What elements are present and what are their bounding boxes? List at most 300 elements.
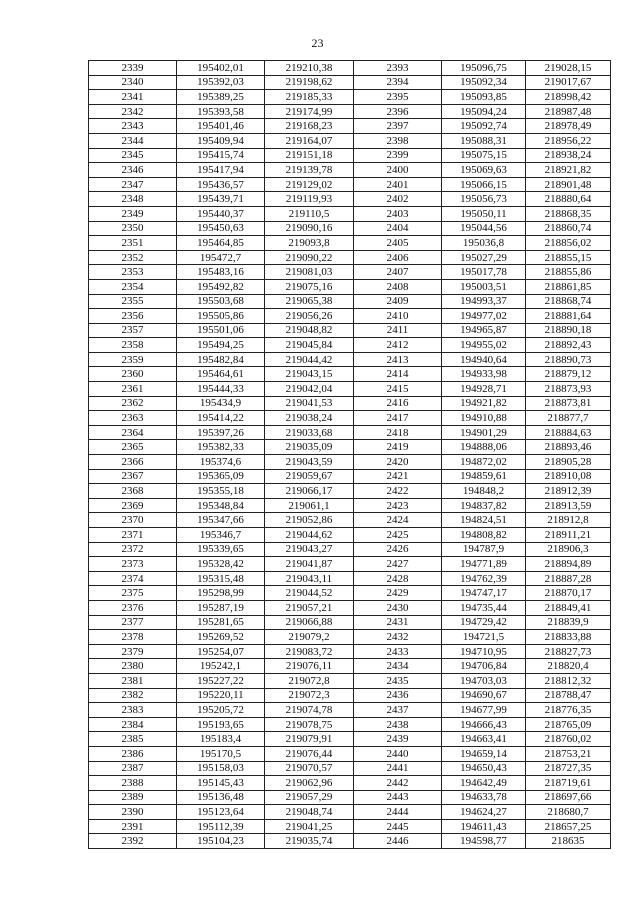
x-coordinate-cell: 194677,99 xyxy=(442,703,526,718)
x-coordinate-cell: 195170,5 xyxy=(177,746,265,761)
point-number-cell: 2399 xyxy=(354,148,442,163)
x-coordinate-cell: 195464,61 xyxy=(177,367,265,382)
y-coordinate-cell: 218856,02 xyxy=(526,236,611,251)
y-coordinate-cell: 219057,21 xyxy=(265,600,354,615)
y-coordinate-cell: 218987,48 xyxy=(526,104,611,119)
x-coordinate-cell: 194703,03 xyxy=(442,673,526,688)
point-number-cell: 2410 xyxy=(354,309,442,324)
point-number-cell: 2402 xyxy=(354,192,442,207)
point-number-cell: 2374 xyxy=(89,571,177,586)
x-coordinate-cell: 194690,67 xyxy=(442,688,526,703)
y-coordinate-cell: 219048,74 xyxy=(265,805,354,820)
y-coordinate-cell: 219041,87 xyxy=(265,557,354,572)
x-coordinate-cell: 195414,22 xyxy=(177,411,265,426)
y-coordinate-cell: 218860,74 xyxy=(526,221,611,236)
table-row xyxy=(89,119,611,134)
point-number-cell: 2416 xyxy=(354,396,442,411)
x-coordinate-cell: 194721,5 xyxy=(442,630,526,645)
table-row xyxy=(89,425,611,440)
x-coordinate-cell: 195136,48 xyxy=(177,790,265,805)
x-coordinate-cell: 195393,58 xyxy=(177,104,265,119)
x-coordinate-cell: 194729,42 xyxy=(442,615,526,630)
point-number-cell: 2428 xyxy=(354,571,442,586)
y-coordinate-cell: 219139,78 xyxy=(265,163,354,178)
x-coordinate-cell: 195503,68 xyxy=(177,294,265,309)
x-coordinate-cell: 195483,16 xyxy=(177,265,265,280)
y-coordinate-cell: 218921,82 xyxy=(526,163,611,178)
x-coordinate-cell: 195328,42 xyxy=(177,557,265,572)
table-row xyxy=(89,761,611,776)
x-coordinate-cell: 195365,09 xyxy=(177,469,265,484)
point-number-cell: 2346 xyxy=(89,163,177,178)
point-number-cell: 2348 xyxy=(89,192,177,207)
point-number-cell: 2424 xyxy=(354,513,442,528)
x-coordinate-cell: 195227,22 xyxy=(177,673,265,688)
y-coordinate-cell: 219070,57 xyxy=(265,761,354,776)
y-coordinate-cell: 219017,67 xyxy=(526,75,611,90)
y-coordinate-cell: 218719,61 xyxy=(526,776,611,791)
point-number-cell: 2414 xyxy=(354,367,442,382)
table-row xyxy=(89,61,611,76)
point-number-cell: 2421 xyxy=(354,469,442,484)
point-number-cell: 2407 xyxy=(354,265,442,280)
x-coordinate-cell: 194747,17 xyxy=(442,586,526,601)
y-coordinate-cell: 218760,02 xyxy=(526,732,611,747)
point-number-cell: 2352 xyxy=(89,250,177,265)
x-coordinate-cell: 195027,29 xyxy=(442,250,526,265)
table-row xyxy=(89,513,611,528)
y-coordinate-cell: 219061,1 xyxy=(265,498,354,513)
point-number-cell: 2437 xyxy=(354,703,442,718)
y-coordinate-cell: 219043,59 xyxy=(265,455,354,470)
point-number-cell: 2367 xyxy=(89,469,177,484)
table-row xyxy=(89,294,611,309)
point-number-cell: 2408 xyxy=(354,279,442,294)
point-number-cell: 2369 xyxy=(89,498,177,513)
x-coordinate-cell: 194659,14 xyxy=(442,746,526,761)
table-row xyxy=(89,323,611,338)
point-number-cell: 2420 xyxy=(354,455,442,470)
point-number-cell: 2343 xyxy=(89,119,177,134)
point-number-cell: 2371 xyxy=(89,528,177,543)
x-coordinate-cell: 195389,25 xyxy=(177,90,265,105)
table-row xyxy=(89,528,611,543)
y-coordinate-cell: 218833,88 xyxy=(526,630,611,645)
table-row xyxy=(89,192,611,207)
y-coordinate-cell: 218873,93 xyxy=(526,382,611,397)
y-coordinate-cell: 218887,28 xyxy=(526,571,611,586)
y-coordinate-cell: 218938,24 xyxy=(526,148,611,163)
y-coordinate-cell: 218911,21 xyxy=(526,528,611,543)
y-coordinate-cell: 219043,11 xyxy=(265,571,354,586)
point-number-cell: 2355 xyxy=(89,294,177,309)
y-coordinate-cell: 219035,74 xyxy=(265,834,354,849)
point-number-cell: 2368 xyxy=(89,484,177,499)
y-coordinate-cell: 218912,8 xyxy=(526,513,611,528)
point-number-cell: 2341 xyxy=(89,90,177,105)
y-coordinate-cell: 219033,68 xyxy=(265,425,354,440)
table-row xyxy=(89,455,611,470)
x-coordinate-cell: 194633,78 xyxy=(442,790,526,805)
x-coordinate-cell: 195501,06 xyxy=(177,323,265,338)
y-coordinate-cell: 219151,18 xyxy=(265,148,354,163)
x-coordinate-cell: 195505,86 xyxy=(177,309,265,324)
x-coordinate-cell: 195287,19 xyxy=(177,600,265,615)
y-coordinate-cell: 219210,38 xyxy=(265,61,354,76)
point-number-cell: 2395 xyxy=(354,90,442,105)
x-coordinate-cell: 194787,9 xyxy=(442,542,526,557)
y-coordinate-cell: 218765,09 xyxy=(526,717,611,732)
x-coordinate-cell: 195220,11 xyxy=(177,688,265,703)
y-coordinate-cell: 218849,41 xyxy=(526,600,611,615)
y-coordinate-cell: 218855,15 xyxy=(526,250,611,265)
x-coordinate-cell: 195123,64 xyxy=(177,805,265,820)
x-coordinate-cell: 195092,34 xyxy=(442,75,526,90)
point-number-cell: 2443 xyxy=(354,790,442,805)
point-number-cell: 2413 xyxy=(354,352,442,367)
table-row xyxy=(89,586,611,601)
table-row xyxy=(89,250,611,265)
point-number-cell: 2440 xyxy=(354,746,442,761)
point-number-cell: 2381 xyxy=(89,673,177,688)
y-coordinate-cell: 218868,35 xyxy=(526,206,611,221)
y-coordinate-cell: 219038,24 xyxy=(265,411,354,426)
y-coordinate-cell: 218827,73 xyxy=(526,644,611,659)
point-number-cell: 2388 xyxy=(89,776,177,791)
x-coordinate-cell: 195183,4 xyxy=(177,732,265,747)
point-number-cell: 2429 xyxy=(354,586,442,601)
x-coordinate-cell: 194955,02 xyxy=(442,338,526,353)
table-row xyxy=(89,688,611,703)
table-row xyxy=(89,177,611,192)
point-number-cell: 2426 xyxy=(354,542,442,557)
point-number-cell: 2345 xyxy=(89,148,177,163)
table-row xyxy=(89,75,611,90)
y-coordinate-cell: 219168,23 xyxy=(265,119,354,134)
point-number-cell: 2445 xyxy=(354,819,442,834)
table-row xyxy=(89,338,611,353)
table-row xyxy=(89,805,611,820)
x-coordinate-cell: 195193,65 xyxy=(177,717,265,732)
y-coordinate-cell: 218879,12 xyxy=(526,367,611,382)
y-coordinate-cell: 218861,85 xyxy=(526,279,611,294)
table-row xyxy=(89,644,611,659)
table-row xyxy=(89,382,611,397)
y-coordinate-cell: 218881,64 xyxy=(526,309,611,324)
point-number-cell: 2339 xyxy=(89,61,177,76)
x-coordinate-cell: 194837,82 xyxy=(442,498,526,513)
y-coordinate-cell: 219079,2 xyxy=(265,630,354,645)
x-coordinate-cell: 195254,07 xyxy=(177,644,265,659)
x-coordinate-cell: 195205,72 xyxy=(177,703,265,718)
y-coordinate-cell: 219174,99 xyxy=(265,104,354,119)
table-row xyxy=(89,615,611,630)
point-number-cell: 2377 xyxy=(89,615,177,630)
x-coordinate-cell: 195450,63 xyxy=(177,221,265,236)
point-number-cell: 2389 xyxy=(89,790,177,805)
table-row xyxy=(89,440,611,455)
coordinates-table xyxy=(88,60,611,849)
point-number-cell: 2359 xyxy=(89,352,177,367)
point-number-cell: 2380 xyxy=(89,659,177,674)
point-number-cell: 2391 xyxy=(89,819,177,834)
y-coordinate-cell: 219090,16 xyxy=(265,221,354,236)
point-number-cell: 2376 xyxy=(89,600,177,615)
point-number-cell: 2362 xyxy=(89,396,177,411)
x-coordinate-cell: 195417,94 xyxy=(177,163,265,178)
point-number-cell: 2353 xyxy=(89,265,177,280)
point-number-cell: 2433 xyxy=(354,644,442,659)
x-coordinate-cell: 195075,15 xyxy=(442,148,526,163)
point-number-cell: 2365 xyxy=(89,440,177,455)
table-row xyxy=(89,396,611,411)
y-coordinate-cell: 218910,08 xyxy=(526,469,611,484)
x-coordinate-cell: 195017,78 xyxy=(442,265,526,280)
y-coordinate-cell: 219079,91 xyxy=(265,732,354,747)
point-number-cell: 2405 xyxy=(354,236,442,251)
point-number-cell: 2394 xyxy=(354,75,442,90)
point-number-cell: 2387 xyxy=(89,761,177,776)
y-coordinate-cell: 219044,52 xyxy=(265,586,354,601)
point-number-cell: 2340 xyxy=(89,75,177,90)
x-coordinate-cell: 195104,23 xyxy=(177,834,265,849)
x-coordinate-cell: 194642,49 xyxy=(442,776,526,791)
x-coordinate-cell: 195355,18 xyxy=(177,484,265,499)
table-row xyxy=(89,148,611,163)
point-number-cell: 2431 xyxy=(354,615,442,630)
x-coordinate-cell: 195036,8 xyxy=(442,236,526,251)
y-coordinate-cell: 219090,22 xyxy=(265,250,354,265)
point-number-cell: 2438 xyxy=(354,717,442,732)
table-row xyxy=(89,265,611,280)
table-row xyxy=(89,104,611,119)
y-coordinate-cell: 218893,46 xyxy=(526,440,611,455)
y-coordinate-cell: 218868,74 xyxy=(526,294,611,309)
table-row xyxy=(89,834,611,849)
y-coordinate-cell: 218978,49 xyxy=(526,119,611,134)
table-row xyxy=(89,352,611,367)
x-coordinate-cell: 195094,24 xyxy=(442,104,526,119)
y-coordinate-cell: 218880,64 xyxy=(526,192,611,207)
point-number-cell: 2442 xyxy=(354,776,442,791)
point-number-cell: 2354 xyxy=(89,279,177,294)
point-number-cell: 2434 xyxy=(354,659,442,674)
x-coordinate-cell: 195392,03 xyxy=(177,75,265,90)
table-row xyxy=(89,484,611,499)
x-coordinate-cell: 195409,94 xyxy=(177,133,265,148)
table-row xyxy=(89,790,611,805)
table-row xyxy=(89,469,611,484)
y-coordinate-cell: 219164,07 xyxy=(265,133,354,148)
y-coordinate-cell: 219072,3 xyxy=(265,688,354,703)
y-coordinate-cell: 219076,44 xyxy=(265,746,354,761)
x-coordinate-cell: 194824,51 xyxy=(442,513,526,528)
x-coordinate-cell: 194921,82 xyxy=(442,396,526,411)
point-number-cell: 2436 xyxy=(354,688,442,703)
table-row xyxy=(89,630,611,645)
point-number-cell: 2384 xyxy=(89,717,177,732)
point-number-cell: 2404 xyxy=(354,221,442,236)
x-coordinate-cell: 195434,9 xyxy=(177,396,265,411)
point-number-cell: 2409 xyxy=(354,294,442,309)
y-coordinate-cell: 219043,27 xyxy=(265,542,354,557)
point-number-cell: 2435 xyxy=(354,673,442,688)
x-coordinate-cell: 194710,95 xyxy=(442,644,526,659)
coordinates-table-body xyxy=(89,61,611,849)
x-coordinate-cell: 194666,43 xyxy=(442,717,526,732)
table-row xyxy=(89,703,611,718)
point-number-cell: 2364 xyxy=(89,425,177,440)
point-number-cell: 2415 xyxy=(354,382,442,397)
x-coordinate-cell: 195492,82 xyxy=(177,279,265,294)
y-coordinate-cell: 218635 xyxy=(526,834,611,849)
point-number-cell: 2412 xyxy=(354,338,442,353)
x-coordinate-cell: 195158,03 xyxy=(177,761,265,776)
point-number-cell: 2418 xyxy=(354,425,442,440)
x-coordinate-cell: 194928,71 xyxy=(442,382,526,397)
y-coordinate-cell: 218884,63 xyxy=(526,425,611,440)
y-coordinate-cell: 219074,78 xyxy=(265,703,354,718)
table-row xyxy=(89,163,611,178)
point-number-cell: 2344 xyxy=(89,133,177,148)
point-number-cell: 2390 xyxy=(89,805,177,820)
point-number-cell: 2401 xyxy=(354,177,442,192)
y-coordinate-cell: 218812,32 xyxy=(526,673,611,688)
x-coordinate-cell: 195088,31 xyxy=(442,133,526,148)
x-coordinate-cell: 195346,7 xyxy=(177,528,265,543)
x-coordinate-cell: 195145,43 xyxy=(177,776,265,791)
table-row xyxy=(89,717,611,732)
point-number-cell: 2393 xyxy=(354,61,442,76)
x-coordinate-cell: 194611,43 xyxy=(442,819,526,834)
y-coordinate-cell: 218788,47 xyxy=(526,688,611,703)
x-coordinate-cell: 194624,27 xyxy=(442,805,526,820)
y-coordinate-cell: 219081,03 xyxy=(265,265,354,280)
y-coordinate-cell: 218753,21 xyxy=(526,746,611,761)
table-row xyxy=(89,776,611,791)
y-coordinate-cell: 219072,8 xyxy=(265,673,354,688)
x-coordinate-cell: 195347,66 xyxy=(177,513,265,528)
table-row xyxy=(89,309,611,324)
y-coordinate-cell: 218776,35 xyxy=(526,703,611,718)
y-coordinate-cell: 218890,73 xyxy=(526,352,611,367)
x-coordinate-cell: 195066,15 xyxy=(442,177,526,192)
point-number-cell: 2360 xyxy=(89,367,177,382)
page-number: 23 xyxy=(311,36,324,50)
point-number-cell: 2439 xyxy=(354,732,442,747)
y-coordinate-cell: 219185,33 xyxy=(265,90,354,105)
table-row xyxy=(89,90,611,105)
x-coordinate-cell: 194771,89 xyxy=(442,557,526,572)
y-coordinate-cell: 219044,42 xyxy=(265,352,354,367)
point-number-cell: 2375 xyxy=(89,586,177,601)
table-row xyxy=(89,498,611,513)
table-row xyxy=(89,600,611,615)
x-coordinate-cell: 194965,87 xyxy=(442,323,526,338)
x-coordinate-cell: 195415,74 xyxy=(177,148,265,163)
x-coordinate-cell: 195348,84 xyxy=(177,498,265,513)
x-coordinate-cell: 195444,33 xyxy=(177,382,265,397)
y-coordinate-cell: 219065,38 xyxy=(265,294,354,309)
y-coordinate-cell: 219035,09 xyxy=(265,440,354,455)
point-number-cell: 2385 xyxy=(89,732,177,747)
y-coordinate-cell: 218877,7 xyxy=(526,411,611,426)
x-coordinate-cell: 195003,51 xyxy=(442,279,526,294)
x-coordinate-cell: 194859,61 xyxy=(442,469,526,484)
x-coordinate-cell: 195397,26 xyxy=(177,425,265,440)
table-row xyxy=(89,367,611,382)
point-number-cell: 2347 xyxy=(89,177,177,192)
y-coordinate-cell: 219059,67 xyxy=(265,469,354,484)
y-coordinate-cell: 219041,53 xyxy=(265,396,354,411)
point-number-cell: 2430 xyxy=(354,600,442,615)
y-coordinate-cell: 218901,48 xyxy=(526,177,611,192)
x-coordinate-cell: 195044,56 xyxy=(442,221,526,236)
x-coordinate-cell: 195112,39 xyxy=(177,819,265,834)
point-number-cell: 2383 xyxy=(89,703,177,718)
y-coordinate-cell: 219028,15 xyxy=(526,61,611,76)
x-coordinate-cell: 195382,33 xyxy=(177,440,265,455)
y-coordinate-cell: 219093,8 xyxy=(265,236,354,251)
point-number-cell: 2379 xyxy=(89,644,177,659)
y-coordinate-cell: 218820,4 xyxy=(526,659,611,674)
x-coordinate-cell: 195494,25 xyxy=(177,338,265,353)
table-row xyxy=(89,411,611,426)
point-number-cell: 2356 xyxy=(89,309,177,324)
y-coordinate-cell: 218913,59 xyxy=(526,498,611,513)
x-coordinate-cell: 195374,6 xyxy=(177,455,265,470)
y-coordinate-cell: 218657,25 xyxy=(526,819,611,834)
y-coordinate-cell: 219075,16 xyxy=(265,279,354,294)
point-number-cell: 2350 xyxy=(89,221,177,236)
y-coordinate-cell: 219044,62 xyxy=(265,528,354,543)
y-coordinate-cell: 218894,89 xyxy=(526,557,611,572)
point-number-cell: 2398 xyxy=(354,133,442,148)
y-coordinate-cell: 219056,26 xyxy=(265,309,354,324)
point-number-cell: 2406 xyxy=(354,250,442,265)
y-coordinate-cell: 219198,62 xyxy=(265,75,354,90)
point-number-cell: 2349 xyxy=(89,206,177,221)
x-coordinate-cell: 195482,84 xyxy=(177,352,265,367)
y-coordinate-cell: 218906,3 xyxy=(526,542,611,557)
point-number-cell: 2432 xyxy=(354,630,442,645)
point-number-cell: 2358 xyxy=(89,338,177,353)
y-coordinate-cell: 219083,72 xyxy=(265,644,354,659)
x-coordinate-cell: 195093,85 xyxy=(442,90,526,105)
y-coordinate-cell: 218839,9 xyxy=(526,615,611,630)
y-coordinate-cell: 218870,17 xyxy=(526,586,611,601)
y-coordinate-cell: 219066,88 xyxy=(265,615,354,630)
y-coordinate-cell: 219045,84 xyxy=(265,338,354,353)
table-row xyxy=(89,542,611,557)
x-coordinate-cell: 194808,82 xyxy=(442,528,526,543)
y-coordinate-cell: 218697,66 xyxy=(526,790,611,805)
table-row xyxy=(89,557,611,572)
point-number-cell: 2397 xyxy=(354,119,442,134)
y-coordinate-cell: 219076,11 xyxy=(265,659,354,674)
table-row xyxy=(89,746,611,761)
x-coordinate-cell: 195092,74 xyxy=(442,119,526,134)
table-row xyxy=(89,819,611,834)
table-row xyxy=(89,133,611,148)
x-coordinate-cell: 194993,37 xyxy=(442,294,526,309)
y-coordinate-cell: 218998,42 xyxy=(526,90,611,105)
x-coordinate-cell: 195069,63 xyxy=(442,163,526,178)
table-row xyxy=(89,279,611,294)
x-coordinate-cell: 195401,46 xyxy=(177,119,265,134)
point-number-cell: 2373 xyxy=(89,557,177,572)
point-number-cell: 2366 xyxy=(89,455,177,470)
